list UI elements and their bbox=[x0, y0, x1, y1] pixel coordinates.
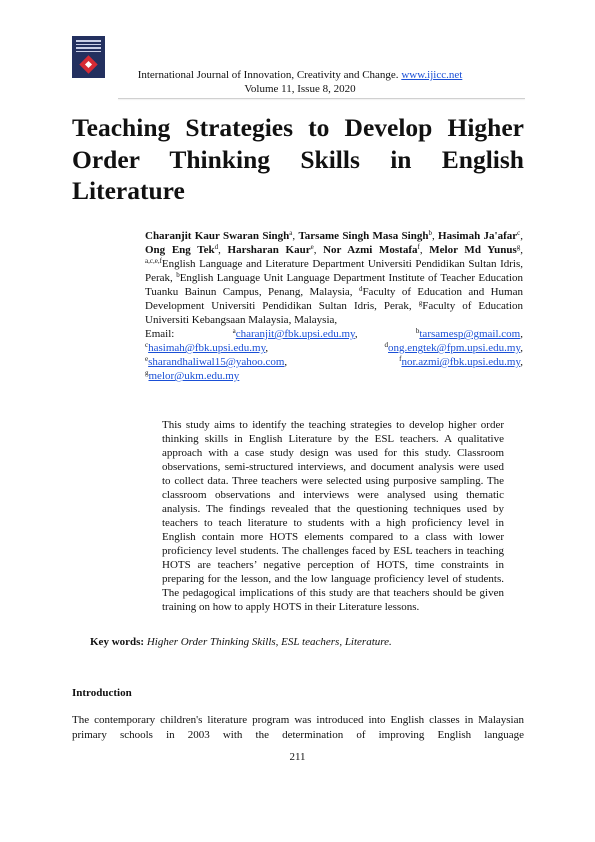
email-link[interactable]: melor@ukm.edu.my bbox=[148, 370, 240, 382]
keywords-line bbox=[90, 635, 392, 649]
author-sup: f bbox=[417, 243, 420, 251]
email-sup: d bbox=[384, 341, 389, 349]
author-sup: g bbox=[516, 243, 521, 251]
volume-issue: Volume 11, Issue 8, 2020 bbox=[244, 83, 356, 95]
email-sup: c bbox=[145, 341, 149, 349]
email-sup: a bbox=[232, 327, 236, 335]
abstract-text: This study aims to identify the teaching strategies to develop higher order thinking skills in English Literature by the ESL teachers. A qualitative approach with a case study design was used for this study. Classroom observations, semi-structured interviews, and document analysis were used to collect data. Three teachers were selected using purposive sampling. The classroom observations and interviews were analysed using thematic analysis. The findings revealed that the questioning techniques used by teachers to teach literature to students with a high proficiency level in English contain more HOTS elements compared to a class with lower proficiency level students. The challenges faced by ESL teachers in teaching HOTS are teachers’ negative perception of HOTS, time constraints in preparing for the lesson, and the low language proficiency level of students. The pedagogical implications of this study are that teachers should be given training on how to apply HOTS in their Literature lessons. bbox=[162, 419, 504, 613]
author-name: Tarsame Singh Masa Singh bbox=[298, 230, 429, 242]
running-header bbox=[100, 68, 500, 96]
paper-title: Teaching Strategies to Develop Higher Order Thinking Skills in English Literature bbox=[72, 113, 524, 205]
affiliation-text: Faculty of Education Universiti Kebangsaan Malaysia, Malaysia, bbox=[145, 300, 523, 326]
email-row: Email: $^a$charanjit@fbk.upsi.edu.my, $^b$tarsamesp@gmail.com, bbox=[145, 327, 523, 340]
email-sup: b bbox=[415, 327, 420, 335]
keywords-value: Higher Order Thinking Skills, ESL teachers, Literature. bbox=[146, 636, 392, 648]
page-number: 211 bbox=[289, 751, 306, 763]
email-link[interactable]: sharandhaliwal15@yahoo.com bbox=[148, 356, 285, 368]
affiliation-sup: g bbox=[418, 299, 423, 307]
affiliation-sup: d bbox=[358, 285, 363, 293]
affiliation-sup: b bbox=[176, 271, 180, 279]
journal-name: International Journal of Innovation, Creativity and Change. bbox=[137, 69, 399, 81]
email-label: Email: bbox=[145, 328, 175, 340]
email-row bbox=[145, 369, 523, 383]
introduction-heading: Introduction bbox=[72, 687, 132, 699]
author-name: Nor Azmi Mostafa bbox=[323, 244, 418, 256]
author-name: Ong Eng Tek bbox=[145, 244, 215, 256]
affiliation-text: English Language and Literature Department Universiti Pendidikan Sultan Idris, Perak, bbox=[145, 258, 523, 284]
affiliation-sup: a,c,e,f bbox=[145, 257, 162, 265]
email-sup: g bbox=[145, 369, 149, 377]
email-sup: e bbox=[145, 355, 149, 363]
email-link[interactable]: charanjit@fbk.upsi.edu.my bbox=[235, 328, 355, 340]
email-block bbox=[145, 327, 523, 383]
header-divider bbox=[118, 98, 525, 99]
email-row: $^e$sharandhaliwal15@yahoo.com, $^f$nor.azmi@fbk.upsi.edu.my, bbox=[145, 355, 523, 368]
affiliation-text: English Language Unit Language Department Institute of Teacher Education Tuanku Bainun Campus, Penang, Malaysia, bbox=[145, 272, 524, 298]
journal-url-link[interactable]: www.ijicc.net bbox=[401, 69, 463, 81]
author-sup: a bbox=[289, 229, 293, 237]
email-link[interactable]: ong.engtek@fpm.upsi.edu.my bbox=[388, 342, 521, 354]
keywords-label: Key words: bbox=[90, 636, 145, 648]
author-sup: c bbox=[517, 229, 521, 237]
introduction-text: The contemporary children's literature program was introduced into English classes in Malaysian primary schools in 2003 with the determination of improving English language bbox=[72, 714, 524, 741]
author-name: Charanjit Kaur Swaran Singh bbox=[145, 230, 290, 242]
email-link[interactable]: nor.azmi@fbk.upsi.edu.my bbox=[401, 356, 521, 368]
author-sup: e bbox=[310, 243, 314, 251]
affiliation-text: Faculty of Education and Human Development Universiti Pendidikan Sultan Idris, Perak, bbox=[145, 286, 523, 312]
email-link[interactable]: hasimah@fbk.upsi.edu.my bbox=[148, 342, 266, 354]
author-sup: d bbox=[214, 243, 219, 251]
email-link[interactable]: tarsamesp@gmail.com bbox=[419, 328, 521, 340]
email-sup: f bbox=[399, 355, 402, 363]
author-name: Harsharan Kaur bbox=[227, 244, 311, 256]
author-name: Melor Md Yunus bbox=[429, 244, 517, 256]
author-block: Charanjit Kaur Swaran Singh$^a$, Tarsame Singh Masa Singh$^b$, Hasimah Ja'afar$^c$, Ong Eng Tek$^d$, Harsharan Kaur$^e$, Nor Azmi Mostafa$^f$, Melor Md Yunus$^g$, $^{a,c,e,f}$English Language and Literature Department Universiti Pendidikan Sultan Idris, Perak, $^b$English Language Unit Language Department Institute of Teacher Education Tuanku Bainun Campus, Penang, Malaysia, $^d$Faculty of Education and Human Development Universiti Pendidikan Sultan Idris, Perak, $^g$Faculty of Education Universiti Kebangsaan Malaysia, Malaysia, bbox=[145, 229, 524, 326]
email-row: $^c$hasimah@fbk.upsi.edu.my, $^d$ong.engtek@fpm.upsi.edu.my, bbox=[145, 341, 523, 354]
author-sup: b bbox=[428, 229, 432, 237]
author-name: Hasimah Ja'afar bbox=[438, 230, 518, 242]
